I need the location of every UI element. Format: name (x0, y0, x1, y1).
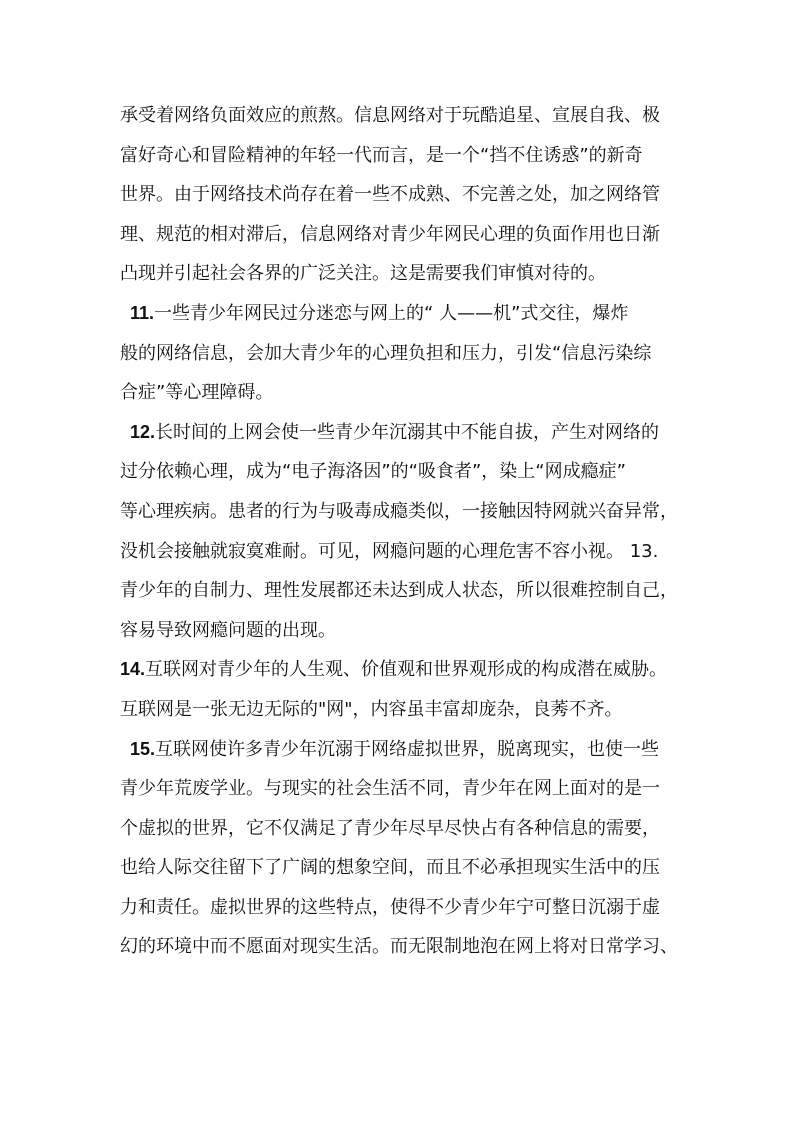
text-line (120, 136, 684, 176)
line-text: 承受着网络负面效应的煎熬。信息网络对于玩酷追星、宣展自我、极 (120, 105, 660, 126)
line-text: 长时间的上网会使一些青少年沉溺其中不能自拔，产生对网络的 (155, 421, 660, 443)
line-text: 互联网使许多青少年沉溺于网络虚拟世界，脱离现实，也使一些 (155, 738, 660, 760)
line-text: 凸现并引起社会各界的广泛关注。这是需要我们审慎对待的。 (120, 263, 606, 285)
line-text: 互联网对青少年的人生观、价值观和世界观形成的构成潜在威胁。 (145, 659, 668, 681)
text-line (120, 96, 684, 136)
text-line (120, 334, 684, 374)
text-line (120, 532, 684, 572)
text-line (120, 254, 684, 294)
text-line (120, 927, 684, 967)
line-text: 一些青少年网民过分迷恋与网上的“ 人——机”式交往，爆炸 (154, 302, 629, 324)
text-line (120, 611, 684, 651)
text-line (120, 571, 684, 611)
text-line (120, 452, 684, 492)
line-text: 理、规范的相对滞后，信息网络对青少年网民心理的负面作用也日渐 (120, 223, 660, 245)
line-text: 互联网是一张无边无际的"网"，内容虽丰富却庞杂，良莠不齐。 (120, 698, 623, 720)
text-line (120, 848, 684, 888)
text-line (120, 809, 684, 849)
text-line (120, 492, 684, 532)
text-line (120, 294, 684, 334)
text-line (120, 888, 684, 928)
text-line (120, 215, 684, 255)
item-number: 14. (120, 659, 146, 680)
text-line (120, 175, 684, 215)
line-text: 个虚拟的世界，它不仅满足了青少年尽早尽快占有各种信息的需要， (120, 817, 660, 839)
line-text: 富好奇心和冒险精神的年轻一代而言，是一个“挡不住诱惑”的新奇 (120, 144, 643, 166)
line-text: 过分依赖心理，成为“电子海洛因”的“吸食者”，染上“网成瘾症” (120, 461, 626, 483)
item-number: 11. (130, 302, 155, 323)
item-number: 12. (130, 421, 156, 442)
line-text: 青少年的自制力、理性发展都还未达到成人状态，所以很难控制自己， (120, 580, 678, 602)
line-text: 等心理疾病。患者的行为与吸毒成瘾类似，一接触因特网就兴奋异常， (120, 500, 678, 522)
line-text: 世界。由于网络技术尚存在着一些不成熟、不完善之处，加之网络管 (120, 184, 660, 206)
text-line (120, 650, 684, 690)
line-text: 力和责任。虚拟世界的这些特点，使得不少青少年宁可整日沉溺于虚 (120, 896, 660, 918)
line-text: 青少年荒废学业。与现实的社会生活不同，青少年在网上面对的是一 (120, 778, 660, 800)
line-text: 般的网络信息，会加大青少年的心理负担和压力，引发“信息污染综 (120, 342, 652, 364)
text-line (120, 413, 684, 453)
line-text: 也给人际交往留下了广阔的想象空间，而且不必承担现实生活中的压 (120, 857, 660, 879)
text-line (120, 690, 684, 730)
item-number: 15. (130, 738, 156, 759)
line-text: 容易导致网瘾问题的出现。 (120, 619, 336, 641)
text-line (120, 769, 684, 809)
line-text: 合症”等心理障碍。 (120, 382, 274, 404)
text-line (120, 373, 684, 413)
line-text: 幻的环境中而不愿面对现实生活。而无限制地泡在网上将对日常学习、 (120, 936, 678, 958)
line-text: 没机会接触就寂寞难耐。可见，网瘾问题的心理危害不容小视。 13. (120, 540, 659, 562)
body-text (120, 96, 684, 967)
text-line (120, 730, 684, 770)
